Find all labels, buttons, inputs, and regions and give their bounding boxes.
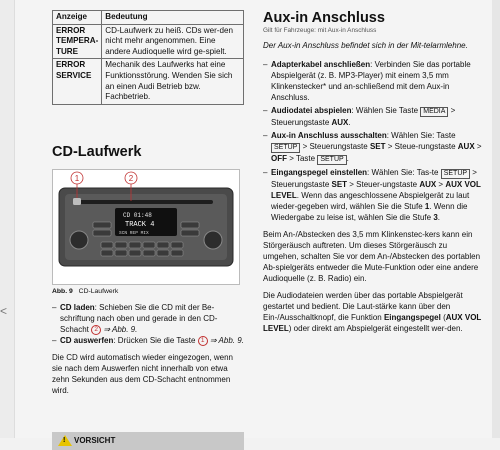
cd-section-heading: CD-Laufwerk <box>52 144 142 160</box>
svg-text:1: 1 <box>74 174 80 183</box>
display-line1: CD 01:48 <box>123 212 152 219</box>
aux-paragraph-control: Die Audiodateien werden über das portable Abspielgerät gestartet und bedient. Die Laut-stärke kann über den Ein-/Ausschaltknopf, die Funktion Eingangspegel (AUX VOL LEVEL) oder direkt am Abspielgerät eingestellt wer-den. <box>263 291 482 333</box>
step-text: : Schieben Sie die CD mit der Be-schriftung nach oben und gerade in den CD-Schacht <box>60 303 218 334</box>
step-text: : Wählen Sie: Taste SETUP > Steuerungstaste SET > Steue-rungstaste AUX > OFF > Taste SETUP . <box>271 131 482 163</box>
right-knob <box>204 231 222 249</box>
svg-text:2: 2 <box>128 174 134 183</box>
error-code: ERROR TEMPERA-TURE <box>53 24 102 59</box>
warning-icon: ! <box>58 435 72 446</box>
cd-slot <box>79 200 213 204</box>
error-meaning: Mechanik des Laufwerks hat eine Funktionsstörung. Wenden Sie sich an einen Audi Betrieb bzw. Fachbetrieb. <box>102 59 244 104</box>
cd-instructions <box>52 302 244 402</box>
table-row <box>53 59 244 104</box>
list-item <box>263 130 483 165</box>
display-line2: TRACK 4 <box>125 221 155 229</box>
step-title: Adapterkabel anschließen <box>271 60 371 69</box>
step-title: CD laden <box>60 303 95 312</box>
eject-button-graphic <box>73 198 81 205</box>
step-ref[interactable]: ⇒ Abb. 9. <box>101 325 138 334</box>
list-item <box>52 302 244 335</box>
error-table-header <box>53 11 244 25</box>
page-prev-chevron-icon[interactable]: < <box>0 304 8 318</box>
step-text: : Verbinden Sie das portable Abspielgerät (z. B. MP3-Player) mit einem 3,5 mm Klinkenstecker* und an-schließend mit dem Aux-in Anschluss. <box>271 60 471 102</box>
ref-2-badge: 2 <box>91 325 101 335</box>
figure-label: Abb. 9 <box>52 288 73 295</box>
list-item <box>263 59 483 103</box>
error-table <box>52 10 244 105</box>
aux-steps <box>263 59 483 223</box>
warning-label: VORSICHT <box>74 436 116 445</box>
display-line3: SCN REP MIX <box>119 231 149 236</box>
left-panel-edge <box>0 0 15 438</box>
ref-1-badge: 1 <box>198 336 208 346</box>
step-ref[interactable]: ⇒ Abb. 9. <box>207 336 244 345</box>
aux-heading: Aux-in Anschluss <box>263 10 385 26</box>
step-title: Aux-in Anschluss ausschalten <box>271 131 387 140</box>
right-panel-edge <box>492 0 500 438</box>
left-knob <box>70 231 88 249</box>
col-bedeutung: Bedeutung <box>102 11 244 25</box>
warning-box <box>52 432 244 450</box>
step-text: : Wählen Sie Taste MEDIA > Steuerungstaste AUX. <box>271 106 456 127</box>
step-title: CD auswerfen <box>60 336 114 345</box>
figure-caption <box>52 288 118 295</box>
step-title: Audiodatei abspielen <box>271 106 352 115</box>
step-title: Eingangspegel einstellen <box>271 168 368 177</box>
list-item <box>263 105 483 128</box>
cd-drive-figure <box>52 169 240 285</box>
error-code: ERROR SERVICE <box>53 59 102 104</box>
step-text: : Drücken Sie die Taste <box>113 336 198 345</box>
table-row <box>53 24 244 59</box>
cd-paragraph: Die CD wird automatisch wieder eingezogen, wenn sie nach dem Auswerfen nicht innerhalb von etwa zehn Sekunden aus dem CD-Schacht entnommen wird. <box>52 353 233 395</box>
step-text: : Wählen Sie: Tas-te SETUP > Steuerungstaste SET > Steuer-ungstaste AUX > AUX VOL LEVEL. Wenn das angeschlossene Abspielgerät zu laut wieder-gegeben wird, wählen Sie die Stufe 1. Wenn die Wiedergabe zu leise ist, wählen Sie die Stufe 3. <box>271 168 481 222</box>
col-anzeige: Anzeige <box>53 11 102 25</box>
list-item <box>263 167 483 223</box>
error-meaning: CD-Laufwerk zu heiß. CDs wer-den nicht mehr angenommen. Eine andere Audioquelle wird ge-spielt. <box>102 24 244 59</box>
aux-subtitle: Gilt für Fahrzeuge: mit Aux-in Anschluss <box>263 27 377 34</box>
left-column <box>52 10 244 445</box>
cd-steps <box>52 302 244 346</box>
figure-caption-text: CD-Laufwerk <box>78 288 119 295</box>
list-item <box>52 335 244 346</box>
right-column <box>263 10 483 334</box>
radio-illustration <box>53 170 239 284</box>
aux-intro: Der Aux-in Anschluss befindet sich in der Mit-telarmlehne. <box>263 41 468 50</box>
aux-paragraph-noise: Beim An-/Abstecken des 3,5 mm Klinkenstec-kers kann ein Störgeräusch auftreten. Um dieses Störgeräusch zu umgehen, schalten Sie vor dem An-/Abstecken des portablen Ab-spielgeräts entweder die Mute-Funktion oder eine andere Audioquelle (z. B. Radio) ein. <box>263 230 481 283</box>
